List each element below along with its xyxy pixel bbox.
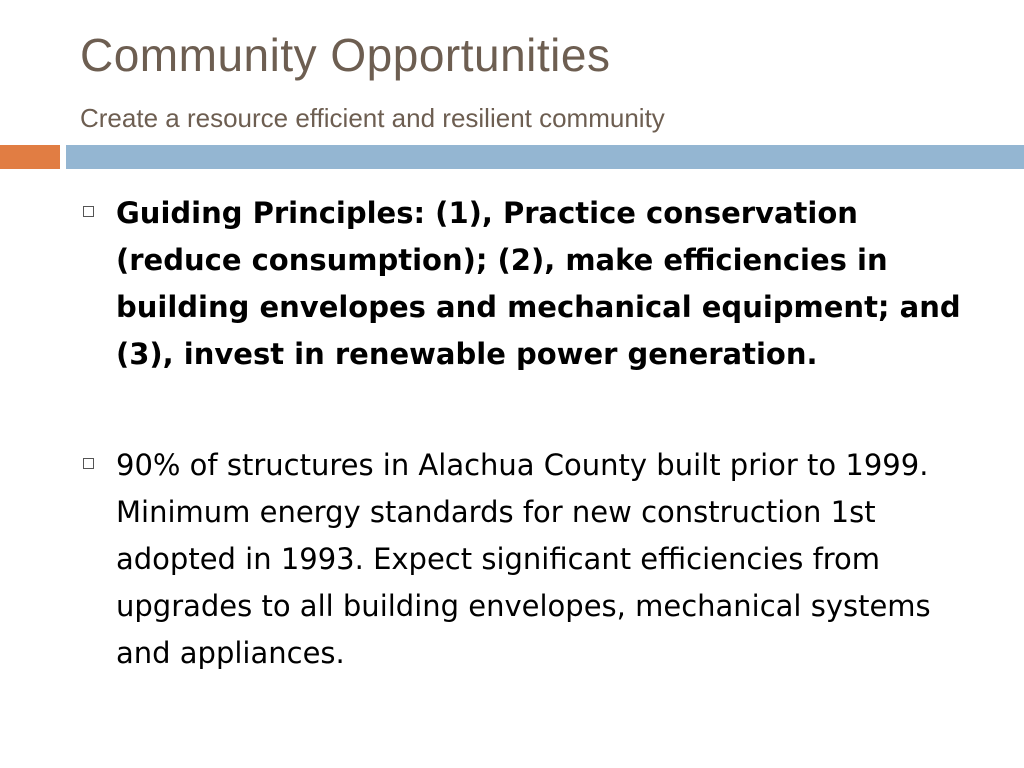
slide-subtitle: Create a resource efficient and resilient community	[80, 103, 665, 133]
accent-bar-orange	[0, 145, 60, 169]
bullet-text: Guiding Principles: (1), Practice conservation (reduce consumption); (2), make efficiencies in building envelopes and mechanical equipment; and (3), invest in renewable power generation.	[116, 196, 961, 371]
bullet-text: 90% of structures in Alachua County built prior to 1999. Minimum energy standards for new construction 1st adopted in 1993. Expect significant efficiencies from upgrades to all building envelopes, mechanical systems and appliances.	[116, 448, 931, 670]
hollow-square-icon	[83, 206, 94, 217]
hollow-square-icon	[83, 458, 94, 469]
bullet-item-structures	[80, 442, 980, 677]
accent-bar-blue	[66, 145, 1024, 169]
bullet-list	[80, 190, 980, 741]
bullet-item-guiding-principles	[80, 190, 980, 378]
slide-title: Community Opportunities	[80, 29, 611, 81]
